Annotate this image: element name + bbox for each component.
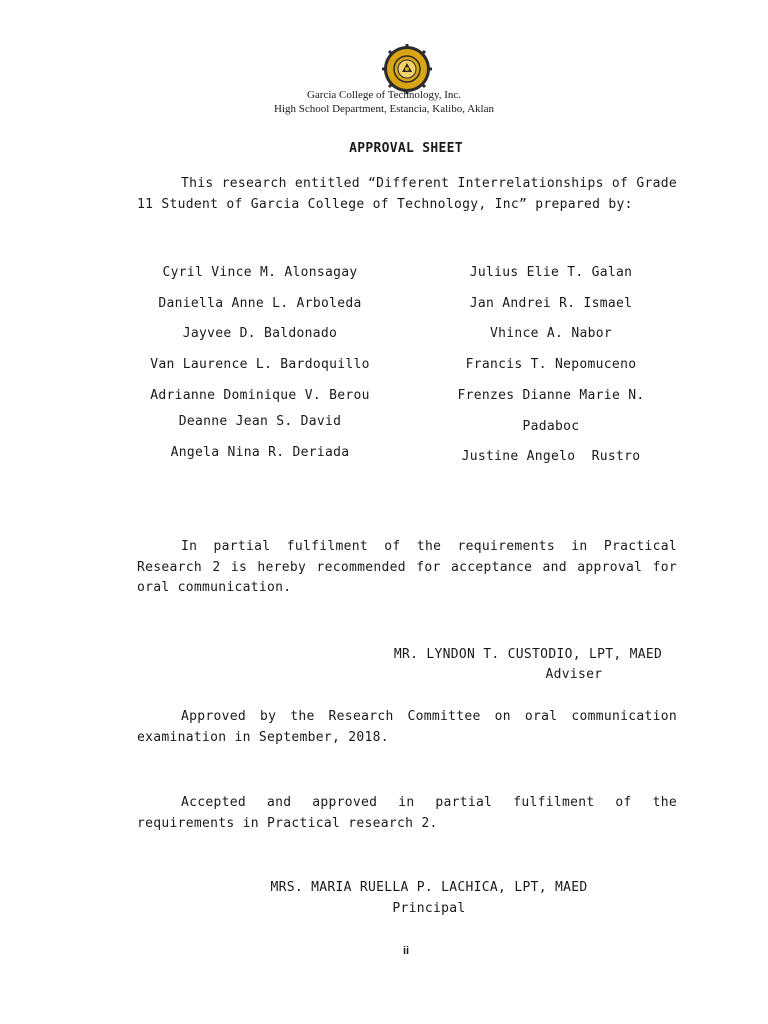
principal-name: MRS. MARIA RUELLA P. LACHICA, LPT, MAED [270,880,588,895]
page-number: ii [402,945,410,957]
author-name: Deanne Jean S. David [178,414,342,429]
college-seal-icon [382,44,432,94]
intro-paragraph: This research entitled “Different Interrelationships of Grade 11 Student of Garcia College of Technology, Inc” prepared by: [137,176,677,212]
author-name: Angela Nina R. Deriada [170,445,350,460]
department-address: High School Department, Estancia, Kalibo, Aklan [274,103,494,115]
adviser-role: Adviser [545,667,603,682]
author-name-continuation: Padaboc [522,419,580,434]
author-name: Adrianne Dominique V. Berou [150,388,370,403]
institution-name: Garcia College of Technology, Inc. [306,89,462,101]
page-title: APPROVAL SHEET [349,141,463,156]
author-name: Cyril Vince M. Alonsagay [162,265,358,280]
acceptance-paragraph: Accepted and approved in partial fulfilment of the requirements in Practical research 2. [137,795,677,831]
author-name: Francis T. Nepomuceno [465,357,637,372]
committee-paragraph: Approved by the Research Committee on oral communication examination in September, 2018. [137,709,677,745]
author-name: Daniella Anne L. Arboleda [158,296,362,311]
author-name: Frenzes Dianne Marie N. [457,388,645,403]
fulfilment-paragraph: In partial fulfilment of the requirements in Practical Research 2 is hereby recommended for acceptance and approval for oral communication. [137,539,677,595]
author-name: Julius Elie T. Galan [469,265,633,280]
author-name: Jan Andrei R. Ismael [469,296,633,311]
adviser-name: MR. LYNDON T. CUSTODIO, LPT, MAED [393,647,663,662]
author-name: Van Laurence L. Bardoquillo [150,357,370,372]
author-name: Vhince A. Nabor [490,326,612,341]
author-name: Justine Angelo Rustro [461,449,641,464]
principal-role: Principal [392,901,466,916]
author-name: Jayvee D. Baldonado [182,326,338,341]
